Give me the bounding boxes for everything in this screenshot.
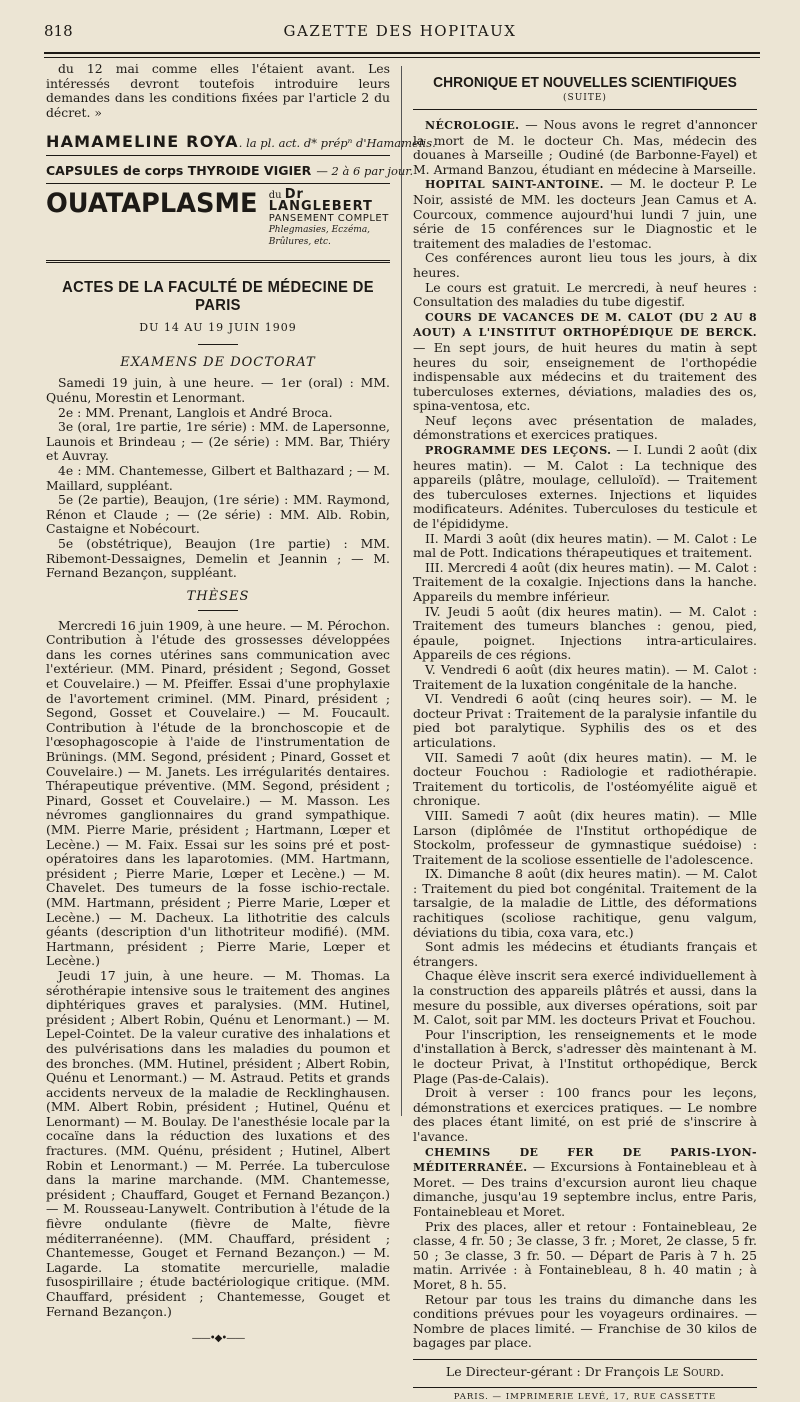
chronique-paragraph <box>413 605 757 663</box>
chronique-paragraph <box>413 809 757 867</box>
chronique-paragraph <box>413 663 757 692</box>
ad-capsules-brand: CAPSULES de corps THYROIDE VIGIER <box>46 163 312 179</box>
paragraph-text: VI. Vendredi 6 août (cinq heures soir). — M. le docteur Privat : Traitement de la paralysie infantile du pied bot paralytique. Syphilis des os et des articulations. <box>413 691 757 750</box>
page-number: 818 <box>44 22 73 40</box>
paragraph-text: Ces conférences auront lieu tous les jours, à dix heures. <box>413 250 757 280</box>
intro-paragraph: du 12 mai comme elles l'étaient avant. Les intéressés devront toutefois introduire leurs demandes dans les conditions fixées par l'article 2 du décret. » <box>46 61 390 120</box>
chronique-title: CHRONIQUE ET NOUVELLES SCIENTIFIQUES <box>433 74 737 91</box>
these-paragraph: Jeudi 17 juin, à une heure. — M. Thomas. La sérothérapie intensive sous le traitement des angines diphtériques graves et paralysies. (MM. Hutinel, président ; Albert Robin, Quénu et Lenormant.) — M. Lepel-Cointet. De la valeur curative des inhalations et des pulvérisations dans les maladies du poumon et des bronches. (MM. Hutinel, président ; Albert Robin, Quénu et Lenormant.) — M. Astraud. Petits et grands accidents nerveux de la maladie de Recklinghausen. (MM. Albert Robin, président ; Hutinel, Quénu et Lenormant) — M. Boulay. De l'anesthésie locale par la cocaïne dans la réduction des luxations et des fractures. (MM. Quénu, président ; Hutinel, Albert Robin et Lenormant.) — M. Perrée. La tuberculose dans la marine marchande. (MM. Chantemesse, président ; Chauffard, Gouget et Fernand Bezançon.) — M. Rousseau-Lanywelt. Contribution à l'étude de la fièvre ondulante (fièvre de Malte, fièvre méditerranéenne). (MM. Chauffard, président ; Chantemesse, Gouget et Fernand Bezançon.) — M. Lagarde. La stomatite mercurielle, maladie fusospirillaire ; étude bactériologique critique. (MM. Chauffard, président ; Chantemesse, Gouget et Fernand Bezançon.) <box>46 967 390 1319</box>
chronique-paragraph <box>413 1086 757 1144</box>
chronique-paragraph <box>413 532 757 561</box>
ad-ouataplasme <box>46 189 390 248</box>
paragraph-text: IV. Jeudi 5 août (dix heures matin). — M. Calot : Traitement des tumeurs blanches : genou, pied, épaule, poignet. Injections intra-articulaires. Appareils de ces régions. <box>413 603 757 663</box>
paragraph-text: Chaque élève inscrit sera exercé individuellement à la construction des appareils plâtrés et aussi, dans la mesure du possible, aux diverses opérations, soit par M. Calot, soit par MM. les docteurs Privat et Fouchou. <box>413 968 757 1028</box>
examens-heading: EXAMENS DE DOCTORAT <box>120 355 316 371</box>
examen-item: 5e (obstétrique), Beaujon (1re partie) : MM. Ribemont-Dessaignes, Demelin et Jeannin ; — M. Fernand Bezançon, suppléant. <box>46 535 390 581</box>
ad-ouataplasme-uses: Phlegmasies, Eczéma, Brûlures, etc. <box>268 225 371 248</box>
ad-ouataplasme-du: du <box>268 190 282 202</box>
examen-item: 5e (2e partie), Beaujon, (1re série) : MM. Raymond, Rénon et Claude ; — (2e série) : MM. Alb. Robin, Castaigne et Nobécourt. <box>46 492 390 537</box>
paragraph-lead: NÉCROLOGIE. <box>425 119 520 132</box>
right-column <box>413 62 757 1402</box>
ad-rule <box>46 183 390 184</box>
chronique-paragraph <box>413 561 757 605</box>
short-separator <box>198 610 238 611</box>
paragraph-text: — M. le docteur P. Le Noir, assisté de MM. les docteurs Jean Camus et A. Courcoux, commence aujourd'hui lundi 7 juin, une série de 15 conférences sur le Diagnostic et le traitement des maladies de l'estomac. <box>413 176 757 251</box>
examen-item: 2e : MM. Prenant, Langlois et André Broca. <box>58 404 333 420</box>
chronique-paragraph <box>413 969 757 1027</box>
chronique-paragraph <box>413 281 757 310</box>
end-ornament: ——•◆•—— <box>191 1333 245 1345</box>
paragraph-text: Retour par tous les trains du dimanche dans les conditions prévues pour les voyageurs ordinaires. — Nombre de places limité. — Franchise de 30 kilos de bagages par place. <box>413 1291 757 1351</box>
director-prefix: Le Directeur-gérant : Dr François <box>445 1363 664 1379</box>
chronique-paragraph <box>413 867 757 940</box>
paragraph-text: — Nous avons le regret d'annoncer la mort de M. le docteur Ch. Mas, médecin des douanes à Marseille ; Oudiné (de Barbonne-Fayel) et M. Armand Banzou, étudiant en médecine à Marseille. <box>413 117 757 177</box>
chronique-paragraph <box>413 1028 757 1086</box>
chronique-paragraph <box>413 443 757 532</box>
paragraph-text: Pour l'inscription, les renseignements et le mode d'installation à Berck, s'adresser dès maintenant à M. le docteur Privat, à l'Institut orthopédique, Berck Plage (Pas-de-Calais). <box>413 1026 757 1086</box>
ad-ouataplasme-pansement: PANSEMENT COMPLET <box>268 213 389 225</box>
paragraph-text: III. Mercredi 4 août (dix heures matin). — M. Calot : Traitement de la coxalgie. Injections dans la hanche. Appareils du membre inférieur. <box>413 559 757 604</box>
journal-title: GAZETTE DES HOPITAUX <box>283 22 517 40</box>
ad-hamameline <box>46 132 436 152</box>
theses-heading: THÈSES <box>186 588 250 604</box>
chronique-body <box>413 118 757 1351</box>
ad-hamameline-desc: . la pl. act. d* prépⁿ d'Hamamelis. <box>238 136 436 151</box>
chronique-paragraph <box>413 118 757 177</box>
running-header <box>40 22 760 46</box>
paragraph-text: — En sept jours, de huit heures du matin à sept heures du soir, enseignement de l'orthopédie indispensable aux médecins et du traitement des tuberculoses externes, déviations, maladies des os, spina-ventosa, etc. <box>413 339 757 414</box>
director-name: Le Sourd. <box>663 1363 725 1379</box>
left-column <box>46 61 436 1345</box>
header-rule-thin <box>44 57 760 58</box>
chronique-paragraph <box>413 310 757 414</box>
chronique-paragraph <box>413 1293 757 1351</box>
paragraph-lead: HOPITAL SAINT-ANTOINE. <box>425 178 604 192</box>
ad-rule <box>46 155 390 156</box>
chronique-paragraph <box>413 692 757 750</box>
paragraph-lead: PROGRAMME DES LEÇONS. <box>425 444 612 458</box>
paragraph-text: Le cours est gratuit. Le mercredi, à neuf heures : Consultation des maladies du tube digestif. <box>413 279 757 310</box>
paragraph-text: V. Vendredi 6 août (dix heures matin). — M. Calot : Traitement de la luxation congénitale de la hanche. <box>413 661 757 692</box>
paragraph-lead: CHEMINS DE FER DE PARIS-LYON-MÉDITERRANÉE. <box>413 1145 757 1175</box>
paragraph-text: II. Mardi 3 août (dix heures matin). — M. Calot : Le mal de Pott. Indications thérapeutiques et traitement. <box>413 530 757 561</box>
paragraph-text: — I. Lundi 2 août (dix heures matin). — M. Calot : La technique des appareils (plâtre, moulage, celluloïd). — Traitement des tuberculoses externes. Injections et liquides modificateurs. Adénites. Tuberculoses du testicule et de l'épididyme. <box>413 442 757 532</box>
paragraph-text: IX. Dimanche 8 août (dix heures matin). — M. Calot : Traitement du pied bot congénital. Traitement de la tarsalgie, de la maladie de Little, des déformations rachitiques (scoliose rachitique, genu valgum, déviations du tibia, coxa vara, etc.) <box>413 866 757 940</box>
chronique-paragraph <box>413 940 757 969</box>
examen-item: 3e (oral, 1re partie, 1re série) : MM. de Lapersonne, Launois et Brindeau ; — (2e série) : MM. Bar, Thiéry et Auvray. <box>46 419 390 464</box>
chronique-paragraph <box>413 177 757 251</box>
column-divider <box>401 66 402 1116</box>
paragraph-text: Droit à verser : 100 francs pour les leçons, démonstrations et exercices pratiques. — Le nombre des places étant limité, on est prié de s'inscrire à l'avance. <box>413 1085 757 1144</box>
director-line <box>413 1364 757 1379</box>
chronique-paragraph <box>413 414 757 443</box>
examen-item: 4e : MM. Chantemesse, Gilbert et Balthazard ; — M. Maillard, suppléant. <box>46 462 390 493</box>
paragraph-text: Sont admis les médecins et étudiants français et étrangers. <box>413 939 757 969</box>
ad-ouataplasme-brand: OUATAPLASME <box>46 188 258 220</box>
header-rule-thick <box>44 52 760 54</box>
chronique-rule <box>413 109 757 110</box>
paragraph-lead: COURS DE VACANCES DE M. CALOT (DU 2 AU 8 AOUT) A L'INSTITUT ORTHOPÉDIQUE DE BERCK. <box>413 310 757 340</box>
paragraph-text: Neuf leçons avec présentation de malades, démonstrations et exercices pratiques. <box>413 412 757 443</box>
paragraph-text: — Excursions à Fontainebleau et à Moret. — Des trains d'excursion auront lieu chaque dimanche, jusqu'au 19 septembre inclus, entre Paris, Fontainebleau et Moret. <box>413 1159 757 1219</box>
ad-ouataplasme-details <box>269 189 390 248</box>
section-double-rule <box>46 260 390 263</box>
chronique-suite: (SUITE) <box>563 93 607 103</box>
section-title: ACTES DE LA FACULTÉ DE MÉDECINE DE PARIS <box>62 279 374 315</box>
footer-rule <box>413 1387 757 1388</box>
chronique-paragraph <box>413 751 757 809</box>
ad-ouataplasme-doctor: Dr LANGLEBERT <box>268 187 373 215</box>
paragraph-text: VII. Samedi 7 août (dix heures matin). — M. le docteur Fouchou : Radiologie et radiothérapie. Traitement du torticolis, de l'ostéomyélite aiguë et chronique. <box>413 749 757 809</box>
chronique-paragraph <box>413 1220 757 1293</box>
footer-rule <box>413 1359 757 1360</box>
short-separator <box>198 344 238 345</box>
paragraph-text: VIII. Samedi 7 août (dix heures matin). — Mlle Larson (diplômée de l'Institut orthopédique de Stockolm, professeur de gymnastique suédoise) : Traitement de la scoliose essentielle de l'adolescence. <box>413 807 757 867</box>
ad-hamameline-brand: HAMAMELINE ROYA <box>46 132 239 152</box>
chronique-paragraph <box>413 1145 757 1220</box>
printer-imprint: PARIS. — IMPRIMERIE LEVÉ, 17, RUE CASSETTE <box>453 1391 717 1402</box>
section-dates: DU 14 AU 19 JUIN 1909 <box>139 321 297 335</box>
chronique-paragraph <box>413 251 757 280</box>
paragraph-text: Prix des places, aller et retour : Fontainebleau, 2e classe, 4 fr. 50 ; 3e classe, 3 fr. ; Moret, 2e classe, 5 fr. 50 ; 3e classe, 3 fr. 50. — Départ de Paris à 7 h. 25 matin. Arrivée : à Fontainebleau, 8 h. 40 matin ; à Moret, 8 h. 55. <box>413 1218 757 1292</box>
examen-item: Samedi 19 juin, à une heure. — 1er (oral) : MM. Quénu, Morestin et Lenormant. <box>46 375 390 405</box>
these-paragraph: Mercredi 16 juin 1909, à une heure. — M. Pérochon. Contribution à l'étude des grossesses développées dans les cornes utérines sans communication avec l'extérieur. (MM. Pinard, président ; Segond, Gosset et Couvelaire.) — M. Pfeiffer. Essai d'une prophylaxie de l'avortement criminel. (MM. Pinard, président ; Segond, Gosset et Couvelaire.) — M. Foucault. Contribution à l'étude de la bronchoscopie et de l'œsophagoscopie à l'aide de l'instrumentation de Brünings. (MM. Segond, président ; Pinard, Gosset et Couvelaire.) — M. Janets. Les irrégularités dentaires. Thérapeutique préventive. (MM. Segond, président ; Pinard, Gosset et Couvelaire.) — M. Masson. Les névromes ganglionnaires du grand sympathique. (MM. Pierre Marie, président ; Hartmann, Lœper et Lecène.) — M. Faix. Essai sur les soins pré et post-opératoires dans les laparotomies. (MM. Hartmann, président ; Pierre Marie, Lœper et Lecène.) — M. Chavelet. Des tumeurs de la fosse ischio-rectale. (MM. Hartmann, président ; Pierre Marie, Lœper et Lecène.) — M. Dacheux. La lithotritie des calculs géants (description d'un lithotriteur modifié). (MM. Hartmann, président ; Pierre Marie, Lœper et Lecène.) <box>46 617 390 969</box>
ad-capsules <box>46 160 414 179</box>
ad-capsules-desc: — 2 à 6 par jour. <box>316 164 414 179</box>
